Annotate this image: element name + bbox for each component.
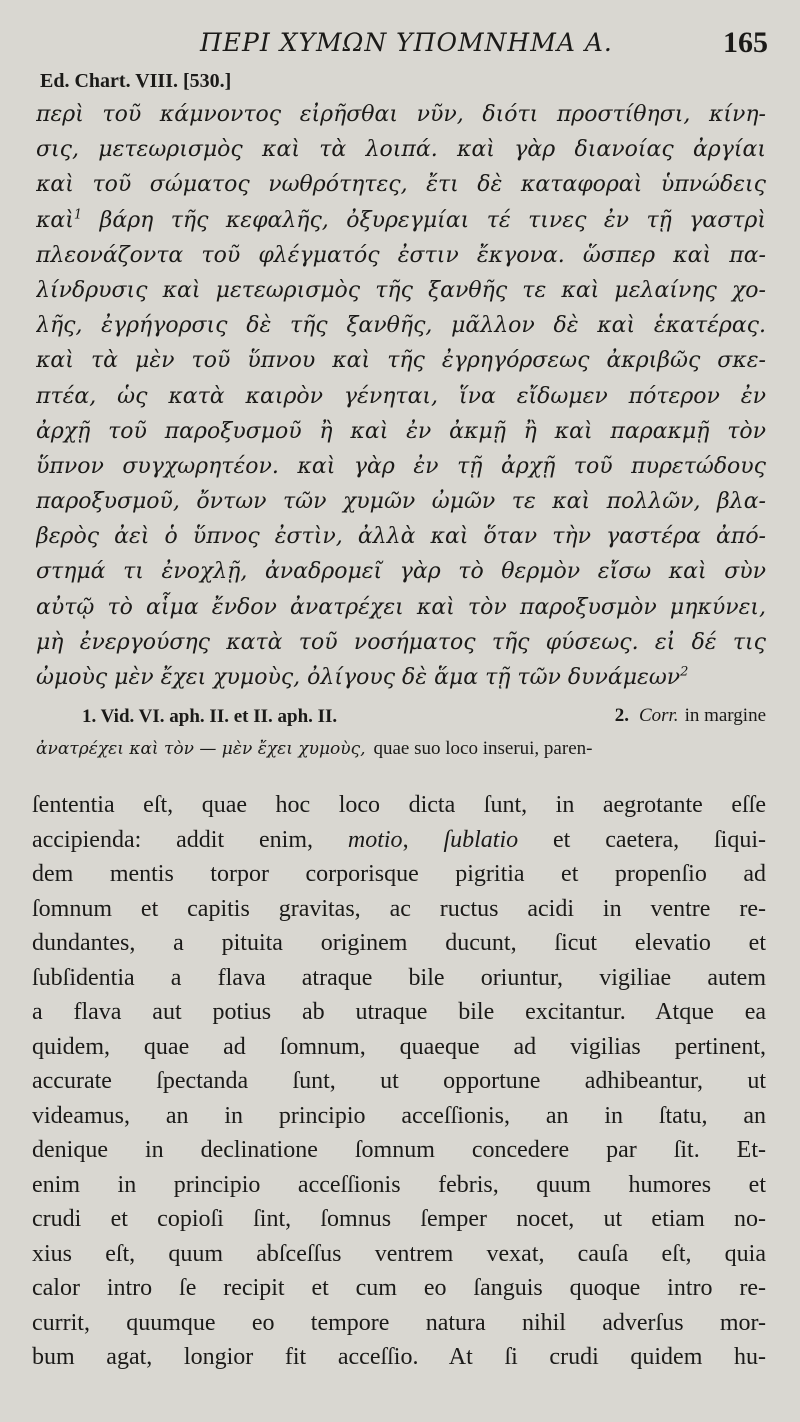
latin-line: bum agat, longior fit acceſſio. At ſi crudi quidem hu- (32, 1344, 766, 1370)
page-number: 165 (723, 26, 768, 59)
running-head (0, 28, 800, 68)
footnote-1: 1. Vid. VI. aph. II. et II. aph. II. (82, 706, 338, 727)
latin-line: calor intro ſe recipit et cum eo ſanguis quoque intro re- (32, 1275, 766, 1301)
footnote-line (36, 700, 766, 732)
greek-line: ὠμοὺς μὲν ἔχει χυμοὺς, ὀλίγους δὲ ἅμα τῇ τῶν δυνάμεων$^2$ (36, 664, 689, 690)
footnote-2-greek: ἀνατρέχει καὶ τὸν — μὲν ἔχει χυμοὺς, (36, 739, 366, 759)
latin-line: dem mentis torpor corporisque pigritia et propenſio ad (32, 861, 766, 887)
greek-line: ὕπνον συγχωρητέον. καὶ γὰρ ἐν τῇ ἀρχῇ τοῦ πυρετώδους (36, 453, 766, 479)
latin-line: ſubſidentia a flava atraque bile oriuntur, vigiliae autem (32, 964, 766, 991)
footnote-2-text: in margine (684, 705, 766, 726)
greek-line: πτέα, ὡς κατὰ καιρὸν γένηται, ἵνα εἴδωμεν πότερον ἐν (36, 383, 766, 409)
footnotes (36, 700, 766, 764)
greek-line: ἀρχῇ τοῦ παροξυσμοῦ ἢ καὶ ἐν ἀκμῇ ἢ καὶ παρακμῇ τὸν (36, 418, 766, 444)
latin-line: currit, quumque eo tempore natura nihil adverſus mor- (32, 1309, 766, 1336)
greek-line: παροξυσμοῦ, ὄντων τῶν χυμῶν ὠμῶν τε καὶ πολλῶν, βλα- (36, 489, 766, 515)
greek-line: λίνδρυσις καὶ μετεωρισμὸς τῆς ξανθῆς τε καὶ μελαίνης χο- (36, 277, 766, 303)
greek-text-block (36, 97, 766, 695)
footnote-mark-1: 1 (73, 207, 83, 223)
greek-line: στημά τι ἐνοχλῇ, ἀναδρομεῖ γὰρ τὸ θερμὸν εἴσω καὶ σὺν (36, 559, 766, 585)
italic-term: motio (347, 826, 403, 853)
greek-line: αὐτῷ τὸ αἷμα ἔνδον ἀνατρέχει καὶ τὸν παροξυσμὸν μηκύνει, (36, 594, 766, 620)
latin-line: xius eſt, quum abſceſſus ventrem vexat, cauſa eſt, quia (32, 1240, 766, 1267)
greek-line: πλεονάζοντα τοῦ φλέγματός ἐστιν ἔκγονα. ὥσπερ καὶ πα- (36, 242, 766, 268)
greek-line: λῆς, ἐγρήγορσις δὲ τῆς ξανθῆς, μᾶλλον δὲ καὶ ἑκατέρας. (36, 313, 766, 339)
latin-line: denique in declinatione ſomnum concedere par ſit. Et- (32, 1137, 766, 1163)
footnote-2 (615, 700, 766, 732)
greek-line: μὴ ἐνεργούσης κατὰ τοῦ νοσήματος τῆς φύσεως. εἰ δέ τις (36, 629, 766, 655)
running-title: ΠΕΡΙ ΧΥΜΩΝ ΥΠΟΜΝΗΜΑ Α. (200, 28, 613, 57)
latin-line: videamus, an in principio acceſſionis, an in ſtatu, an (32, 1102, 766, 1129)
greek-line: σις, μετεωρισμὸς καὶ τὰ λοιπά. καὶ γὰρ διανοίας ἀργίαι (36, 137, 766, 163)
greek-line: βερὸς ἀεὶ ὁ ὕπνος ἐστὶν, ἀλλὰ καὶ ὅταν τὴν γαστέρα ἀπό- (36, 524, 766, 550)
greek-line: περὶ τοῦ κάμνοντος εἰρῆσθαι νῦν, διότι προστίθησι, κίνη- (36, 102, 766, 127)
edition-reference: Ed. Chart. VIII. [530.] (40, 70, 232, 92)
footnote-2-number: 2. (614, 705, 629, 726)
latin-line: a flava aut potius ab utraque bile excitantur. Atque ea (32, 999, 766, 1025)
latin-line: dundantes, a pituita originem ducunt, ſicut elevatio et (32, 930, 766, 956)
latin-text-block (32, 788, 766, 1375)
greek-line: καὶ τὰ μὲν τοῦ ὕπνου καὶ τῆς ἐγρηγόρσεως ἀκριβῶς σκε- (36, 348, 766, 374)
latin-line: accurate ſpectanda ſunt, ut opportune adhibeantur, ut (32, 1068, 766, 1094)
footnote-2-corr: Corr. (638, 705, 679, 726)
latin-line: accipienda: addit enim, motio, ſublatio et caetera, ſiqui- (32, 826, 766, 853)
greek-line: καὶ$^1$ βάρη τῆς κεφαλῆς, ὀξυρεγμίαι τέ τινες ἐν τῇ γαστρὶ (36, 207, 766, 233)
footnote-2-continuation: quae suo loco inserui, paren- (373, 738, 593, 759)
latin-line: quidem, quae ad ſomnum, quaeque ad vigilias pertinent, (32, 1033, 766, 1060)
italic-term: ſublatio (443, 826, 519, 853)
latin-line: crudi et copioſi ſint, ſomnus ſemper nocet, ut etiam no- (32, 1206, 766, 1232)
footnote-line (36, 732, 766, 764)
greek-line: καὶ τοῦ σώματος νωθρότητες, ἔτι δὲ καταφοραὶ ὑπνώδεις (36, 172, 766, 198)
latin-line: ſententia eſt, quae hoc loco dicta ſunt, in aegrotante eſſe (32, 792, 766, 818)
footnote-mark-2: 2 (680, 664, 689, 680)
latin-line: enim in principio acceſſionis febris, quum humores et (32, 1171, 766, 1198)
latin-line: ſomnum et capitis gravitas, ac ructus acidi in ventre re- (32, 895, 766, 922)
